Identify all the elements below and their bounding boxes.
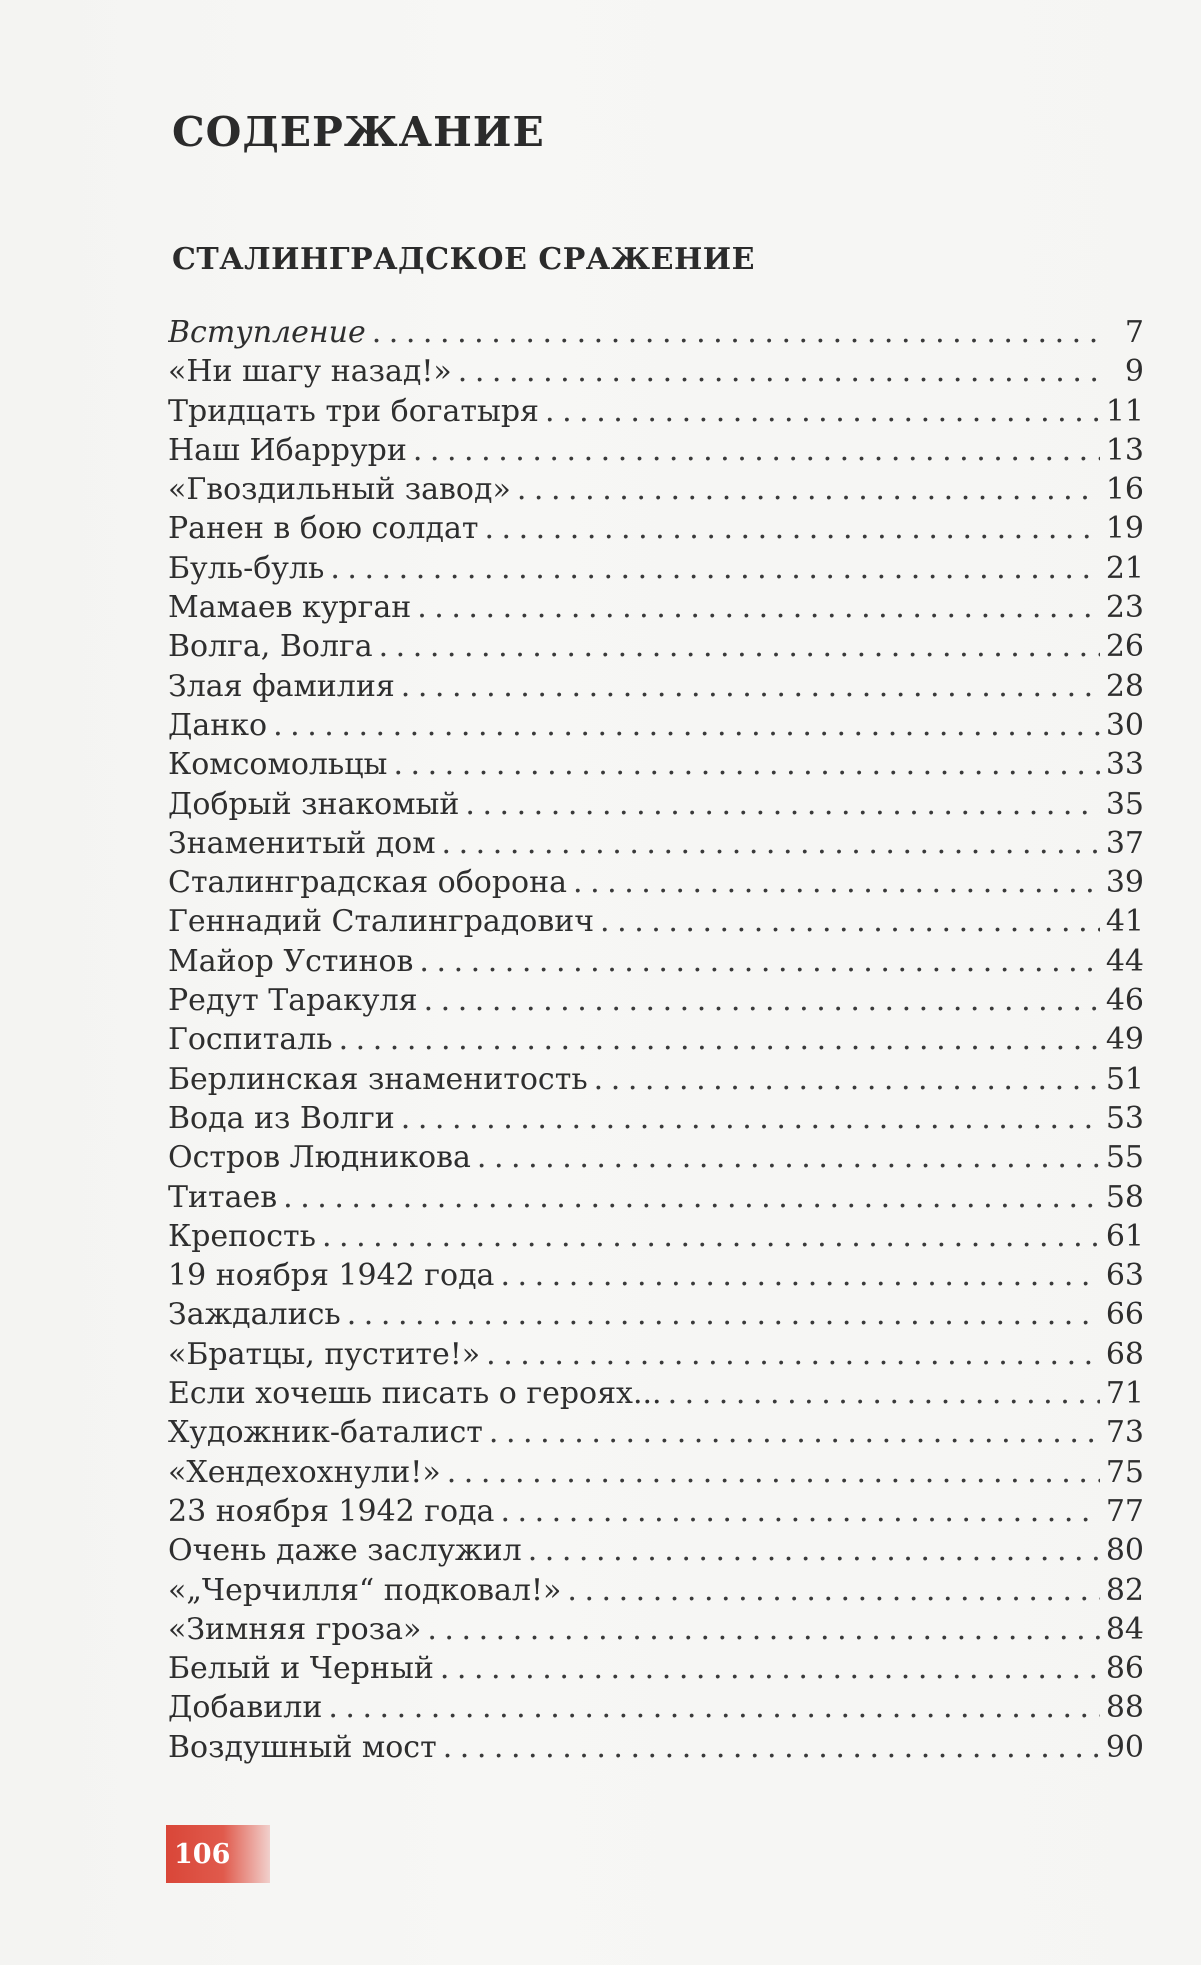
toc-entry[interactable]	[168, 824, 1144, 863]
toc-entry-title: Очень даже заслужил	[168, 1533, 522, 1569]
toc-entry-title: Геннадий Сталинградович	[168, 904, 595, 940]
toc-entry[interactable]	[168, 627, 1144, 666]
dot-leader	[517, 470, 1100, 509]
dot-leader	[486, 1335, 1100, 1374]
toc-entry[interactable]	[168, 1728, 1144, 1767]
toc-entry[interactable]	[168, 431, 1144, 470]
dot-leader	[427, 1610, 1099, 1649]
dot-leader	[500, 1256, 1099, 1295]
dot-leader	[401, 667, 1100, 706]
toc-entry-page: 41	[1105, 904, 1144, 940]
toc-entry[interactable]	[168, 745, 1144, 784]
toc-entry-page: 28	[1105, 668, 1144, 704]
dot-leader	[567, 1571, 1099, 1610]
dot-leader	[443, 1728, 1100, 1767]
toc-entry-title: Вода из Волги	[168, 1100, 395, 1136]
toc-entry[interactable]	[168, 667, 1144, 706]
toc-entry-title: Остров Людникова	[168, 1140, 471, 1176]
toc-entry-page: 21	[1105, 550, 1144, 586]
toc-entry-page: 82	[1105, 1572, 1144, 1608]
toc-entry-title: 23 ноября 1942 года	[168, 1493, 495, 1529]
toc-entry[interactable]	[168, 1256, 1144, 1295]
toc-entry[interactable]	[168, 470, 1144, 509]
toc-entry-title: Титаев	[168, 1179, 278, 1215]
toc-entry-page: 44	[1105, 943, 1144, 979]
toc-entry-title: Знаменитый дом	[168, 825, 436, 861]
dot-leader	[379, 627, 1100, 666]
toc-entry-title: Майор Устинов	[168, 943, 414, 979]
toc-entry[interactable]	[168, 1138, 1144, 1177]
toc-entry[interactable]	[168, 509, 1144, 548]
dot-leader	[372, 313, 1104, 352]
toc-entry[interactable]	[168, 1020, 1144, 1059]
toc-entry[interactable]	[168, 1688, 1144, 1727]
toc-entry[interactable]	[168, 1413, 1144, 1452]
toc-entry-title: Сталинградская оборона	[168, 865, 567, 901]
dot-leader	[393, 745, 1099, 784]
toc-entry[interactable]	[168, 706, 1144, 745]
toc-entry-title: «Ни шагу назад!»	[168, 354, 452, 390]
toc-entry-title: Злая фамилия	[168, 668, 395, 704]
toc-entry-title: Добрый знакомый	[168, 786, 460, 822]
toc-entry-title: Редут Таракуля	[168, 983, 418, 1019]
toc-entry[interactable]	[168, 863, 1144, 902]
toc-entry-title: «„Черчилля“ подковал!»	[168, 1572, 562, 1608]
toc-entry[interactable]	[168, 1335, 1144, 1374]
dot-leader	[424, 981, 1100, 1020]
dot-leader	[273, 706, 1100, 745]
toc-entry[interactable]	[168, 1610, 1144, 1649]
dot-leader	[458, 352, 1104, 391]
dot-leader	[417, 588, 1100, 627]
dot-leader	[500, 1492, 1099, 1531]
page-number: 106	[174, 1838, 231, 1870]
toc-entry-page: 37	[1105, 825, 1144, 861]
toc-entry-page: 30	[1105, 707, 1144, 743]
toc-entry-page: 73	[1105, 1415, 1144, 1451]
dot-leader	[442, 824, 1100, 863]
toc-entry-title: Берлинская знаменитость	[168, 1061, 588, 1097]
dot-leader	[322, 1217, 1100, 1256]
toc-entry[interactable]	[168, 1217, 1144, 1256]
toc-entry-title: «Зимняя гроза»	[168, 1611, 422, 1647]
toc-entry[interactable]	[168, 352, 1144, 391]
toc-entry-page: 33	[1105, 747, 1144, 783]
dot-leader	[339, 1020, 1100, 1059]
toc-entry-title: Волга, Волга	[168, 629, 373, 665]
dot-leader	[419, 942, 1099, 981]
toc-entry-title: Данко	[168, 707, 268, 743]
toc-entry-title: 19 ноября 1942 года	[168, 1258, 495, 1294]
toc-entry[interactable]	[168, 588, 1144, 627]
toc-entry[interactable]	[168, 1060, 1144, 1099]
toc-entry-page: 23	[1105, 590, 1144, 626]
toc-entry-page: 63	[1105, 1258, 1144, 1294]
toc-entry-title: Наш Ибаррури	[168, 432, 407, 468]
toc-entry-title: Заждались	[168, 1297, 341, 1333]
dot-leader	[600, 902, 1100, 941]
toc-entry[interactable]	[168, 1178, 1144, 1217]
toc-entry-page: 16	[1105, 472, 1144, 508]
toc-entry[interactable]	[168, 1453, 1144, 1492]
toc-entry-title: Белый и Черный	[168, 1651, 434, 1687]
toc-entry-title: «Хендехохнули!»	[168, 1454, 441, 1490]
dot-leader	[330, 549, 1099, 588]
toc-entry[interactable]	[168, 1649, 1144, 1688]
dot-leader	[489, 1413, 1100, 1452]
toc-entry-page: 86	[1105, 1651, 1144, 1687]
dot-leader	[573, 863, 1100, 902]
page-title: СОДЕРЖАНИЕ	[172, 108, 545, 156]
toc-entry-title: «Гвоздильный завод»	[168, 472, 511, 508]
toc-entry-page: 71	[1105, 1376, 1144, 1412]
toc-entry[interactable]	[168, 981, 1144, 1020]
toc-entry-page: 80	[1105, 1533, 1144, 1569]
dot-leader	[477, 1138, 1100, 1177]
toc-entry-page: 84	[1105, 1611, 1144, 1647]
toc-entry[interactable]	[168, 1374, 1144, 1413]
toc-entry-page: 90	[1105, 1729, 1144, 1765]
toc-entry-title: Буль-буль	[168, 550, 325, 586]
table-of-contents	[168, 313, 1144, 1767]
toc-entry-title: Вступление	[168, 315, 366, 350]
toc-entry[interactable]	[168, 1099, 1144, 1138]
toc-entry-page: 19	[1105, 511, 1144, 547]
toc-entry-page: 53	[1105, 1100, 1144, 1136]
toc-entry[interactable]	[168, 392, 1144, 431]
toc-entry[interactable]	[168, 1492, 1144, 1531]
dot-leader	[447, 1453, 1100, 1492]
toc-entry-page: 58	[1105, 1179, 1144, 1215]
toc-entry[interactable]	[168, 942, 1144, 981]
toc-entry-title: Художник-баталист	[168, 1415, 483, 1451]
dot-leader	[594, 1060, 1100, 1099]
toc-entry-title: Крепость	[168, 1218, 316, 1254]
toc-entry-page: 55	[1105, 1140, 1144, 1176]
toc-entry-title: Если хочешь писать о героях...	[168, 1376, 662, 1412]
toc-entry-title: Ранен в бою солдат	[168, 511, 479, 547]
toc-entry-page: 35	[1105, 786, 1144, 822]
dot-leader	[545, 392, 1100, 431]
toc-entry-title: Тридцать три богатыря	[168, 393, 539, 429]
toc-entry-page: 75	[1105, 1454, 1144, 1490]
toc-entry-page: 26	[1105, 629, 1144, 665]
toc-entry-page: 77	[1105, 1493, 1144, 1529]
dot-leader	[283, 1178, 1100, 1217]
toc-entry-title: Воздушный мост	[168, 1729, 437, 1765]
toc-entry-page: 13	[1105, 432, 1144, 468]
toc-entry-page: 11	[1105, 393, 1144, 429]
toc-entry[interactable]	[168, 313, 1144, 352]
toc-entry-title: Госпиталь	[168, 1022, 333, 1058]
toc-entry-title: Добавили	[168, 1690, 323, 1726]
toc-entry[interactable]	[168, 549, 1144, 588]
toc-entry-page: 61	[1105, 1218, 1144, 1254]
dot-leader	[528, 1531, 1100, 1570]
dot-leader	[484, 509, 1099, 548]
dot-leader	[440, 1649, 1100, 1688]
toc-entry-page: 66	[1105, 1297, 1144, 1333]
toc-entry-page: 7	[1124, 315, 1144, 350]
dot-leader	[328, 1688, 1099, 1727]
toc-entry-page: 46	[1105, 983, 1144, 1019]
toc-entry-page: 68	[1105, 1336, 1144, 1372]
toc-entry-page: 9	[1124, 354, 1144, 390]
section-heading: СТАЛИНГРАДСКОЕ СРАЖЕНИЕ	[172, 242, 755, 277]
page-number-badge	[166, 1825, 270, 1883]
dot-leader	[465, 785, 1099, 824]
toc-entry-page: 51	[1105, 1061, 1144, 1097]
toc-entry-page: 88	[1105, 1690, 1144, 1726]
dot-leader	[401, 1099, 1100, 1138]
dot-leader	[413, 431, 1100, 470]
toc-entry[interactable]	[168, 785, 1144, 824]
toc-entry-title: «Братцы, пустите!»	[168, 1336, 481, 1372]
toc-entry[interactable]	[168, 902, 1144, 941]
toc-entry-page: 49	[1105, 1022, 1144, 1058]
dot-leader	[347, 1295, 1100, 1334]
dot-leader	[668, 1374, 1100, 1413]
toc-entry[interactable]	[168, 1295, 1144, 1334]
toc-entry-title: Комсомольцы	[168, 747, 388, 783]
toc-entry[interactable]	[168, 1571, 1144, 1610]
toc-entry-title: Мамаев курган	[168, 590, 412, 626]
toc-entry[interactable]	[168, 1531, 1144, 1570]
toc-entry-page: 39	[1105, 865, 1144, 901]
